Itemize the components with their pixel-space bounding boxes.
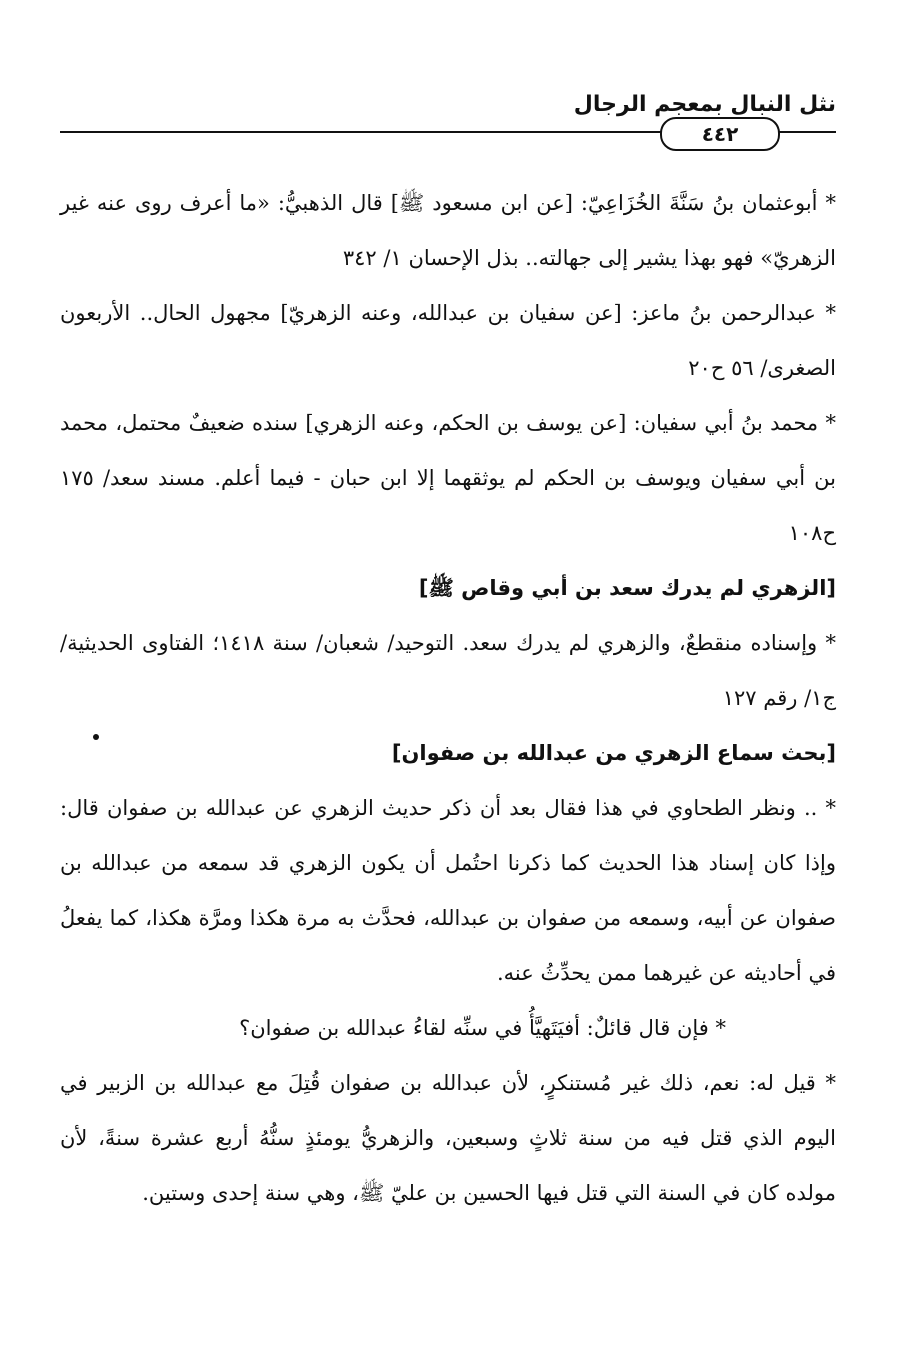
entry-muhammad: * محمد بنُ أبي سفيان: [عن يوسف بن الحكم، وعنه الزهري] سنده ضعيفٌ محتمل، محمد بن أبي سفيان ويوسف بن الحكم لم يوثقهما إلا ابن حبان - فيما أعلم. مسند سعد/ ١٧٥ ح١٠٨: [60, 411, 836, 545]
section-safwan-question: * فإن قال قائلٌ: أفيَتَهيَّأُ في سنِّه لقاءُ عبدالله بن صفوان؟: [239, 1016, 726, 1040]
section-saad-paragraph: * وإسناده منقطعٌ، والزهري لم يدرك سعد. التوحيد/ شعبان/ سنة ١٤١٨؛ الفتاوى الحديثية/ ج١/ رقم ١٢٧: [60, 631, 837, 710]
section-heading-safwan: [بحث سماع الزهري من عبدالله بن صفوان]: [391, 741, 836, 765]
book-title: نثل النبال بمعجم الرجال: [573, 92, 836, 117]
section-safwan-answer: * قيل له: نعم، ذلك غير مُستنكرٍ، لأن عبدالله بن صفوان قُتِلَ مع عبدالله بن الزبير في اليوم الذي قتل فيه من سنة ثلاثٍ وسبعين، والزهريُّ يومئذٍ سنُّهُ أربع عشرة سنةً، لأن مولده كان في السنة التي قتل فيها الحسين بن عليّ ﷺ، وهي سنة إحدى وستين.: [60, 1071, 836, 1205]
running-header: [60, 92, 836, 152]
entry-abdulrahman: * عبدالرحمن بنُ ماعز: [عن سفيان بن عبدالله، وعنه الزهريّ] مجهول الحال.. الأربعون الصغرى/ ٥٦ ح٢٠: [60, 301, 836, 380]
page-body: [60, 176, 836, 1221]
entry-abu-uthman: * أبوعثمان بنُ سَنَّةَ الخُزَاعِيّ: [عن ابن مسعود ﷺ] قال الذهبيُّ: «ما أعرف روى عنه غير الزهريّ» فهو بهذا يشير إلى جهالته.. بذل الإحسان ١/ ٣٤٢: [60, 191, 836, 270]
section-heading-saad: [الزهري لم يدرك سعد بن أبي وقاص ﷺ]: [418, 576, 836, 600]
section-safwan-paragraph-1: * .. ونظر الطحاوي في هذا فقال بعد أن ذكر حديث الزهري عن عبدالله بن صفوان قال: وإذا كان إسناد هذا الحديث كما ذكرنا احتُمل أن يكون الزهري قد سمعه من عبدالله بن صفوان عن أبيه، وسمعه من صفوان بن عبدالله، فحدَّث به مرة هكذا ومرَّة هكذا، كما يفعلُ في أحاديثه عن غيرهما ممن يحدِّثُ عنه.: [60, 796, 836, 985]
page-number: ٤٤٢: [660, 117, 780, 151]
